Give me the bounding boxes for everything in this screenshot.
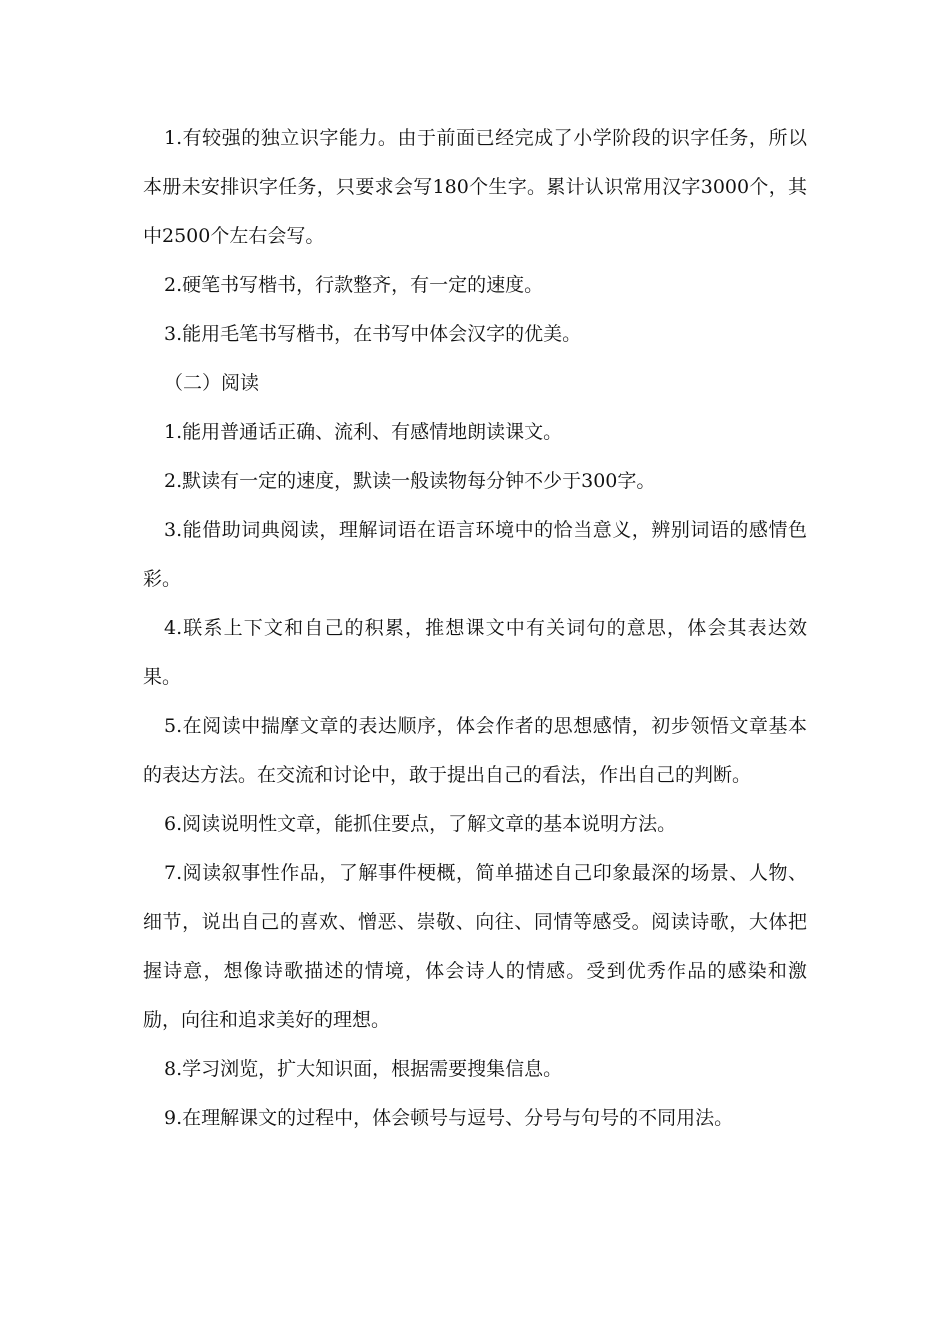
- paragraph-expository-text: 6.阅读说明性文章，能抓住要点，了解文章的基本说明方法。: [164, 813, 677, 835]
- paragraph-pen-writing: 2.硬笔书写楷书，行款整齐，有一定的速度。: [164, 274, 544, 296]
- paragraph-brush-writing: 3.能用毛笔书写楷书，在书写中体会汉字的优美。: [164, 323, 582, 345]
- paragraph-literacy-ability: 1.有较强的独立识字能力。由于前面已经完成了小学阶段的识字任务，所以本册未安排识字任务，只要求会写180个生字。累计认识常用汉字3000个，其中2500个左右会写。: [143, 127, 807, 247]
- paragraph-read-aloud: 1.能用普通话正确、流利、有感情地朗读课文。: [164, 421, 563, 443]
- paragraph-context-inference: 4.联系上下文和自己的积累，推想课文中有关词句的意思，体会其表达效果。: [143, 617, 807, 688]
- section-heading-reading: （二）阅读: [164, 372, 260, 394]
- document-body: [143, 114, 807, 1143]
- paragraph-silent-reading: 2.默读有一定的速度，默读一般读物每分钟不少于300字。: [164, 470, 656, 492]
- paragraph-punctuation: 9.在理解课文的过程中，体会顿号与逗号、分号与句号的不同用法。: [164, 1107, 734, 1129]
- paragraph-expression-order: 5.在阅读中揣摩文章的表达顺序，体会作者的思想感情，初步领悟文章基本的表达方法。在交流和讨论中，敢于提出自己的看法，作出自己的判断。: [143, 715, 807, 786]
- paragraph-dictionary-reading: 3.能借助词典阅读，理解词语在语言环境中的恰当意义，辨别词语的感情色彩。: [143, 519, 807, 590]
- paragraph-browsing: 8.学习浏览，扩大知识面，根据需要搜集信息。: [164, 1058, 563, 1080]
- paragraph-narrative-works: 7.阅读叙事性作品，了解事件梗概，简单描述自己印象最深的场景、人物、细节，说出自己的喜欢、憎恶、崇敬、向往、同情等感受。阅读诗歌，大体把握诗意，想像诗歌描述的情境，体会诗人的情感。受到优秀作品的感染和激励，向往和追求美好的理想。: [143, 862, 807, 1031]
